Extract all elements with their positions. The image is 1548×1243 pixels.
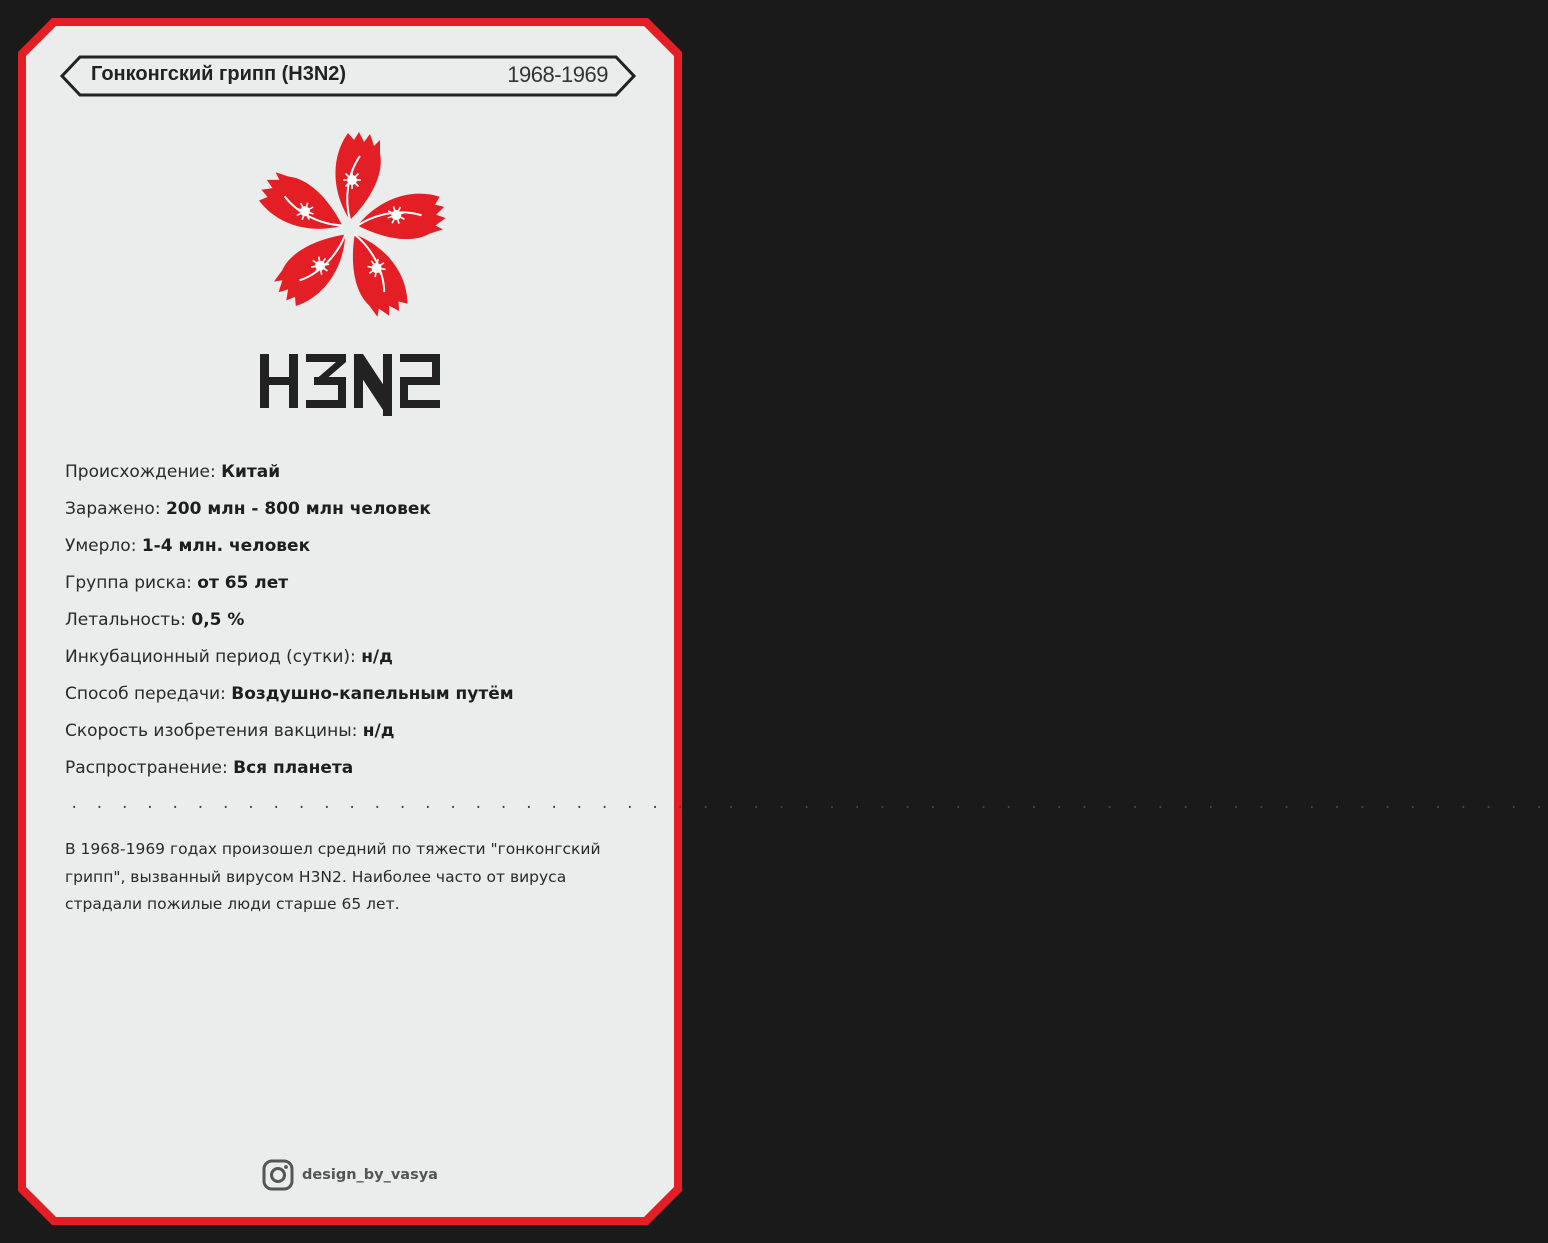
bauhinia-virus-emblem: [240, 118, 460, 338]
fact-transmission: Способ передачи: Воздушно-капельным путём: [65, 684, 514, 704]
fact-deaths: Умерло: 1-4 млн. человек: [65, 536, 311, 556]
facts-list: [65, 462, 645, 795]
page-title: Гонконгский грипп (H3N2): [91, 63, 347, 85]
instagram-icon: [262, 1159, 294, 1191]
h3n2-logo: [258, 348, 444, 422]
fact-vaccine-speed: Скорость изобретения вакцины: н/д: [65, 721, 395, 741]
fact-lethality: Летальность: 0,5 %: [65, 610, 245, 630]
fact-origin: Происхождение: Китай: [65, 462, 281, 482]
description-text: В 1968-1969 годах произошел средний по тяжести "гонконгский грипп", вызванный вирусом H3N2. Наиболее часто от вируса страдали пожилые люди старше 65 лет.: [65, 840, 601, 913]
author-handle[interactable]: design_by_vasya: [302, 1167, 438, 1183]
fact-incubation: Инкубационный период (сутки): н/д: [65, 647, 393, 667]
fact-risk-group: Группа риска: от 65 лет: [65, 573, 289, 593]
author-credit[interactable]: [262, 1158, 438, 1192]
header-banner: [60, 55, 638, 97]
years-label: 1968-1969: [507, 62, 608, 87]
fact-infected: Заражено: 200 млн - 800 млн человек: [65, 499, 431, 519]
fact-spread: Распространение: Вся планета: [65, 758, 354, 778]
dotted-divider: . . . . . . . . . . . . . . . . . . . . . . . . . . . . . . . . . . . . . . . . . . . . . . . . . . . . . . . . . . .: [70, 796, 1548, 812]
